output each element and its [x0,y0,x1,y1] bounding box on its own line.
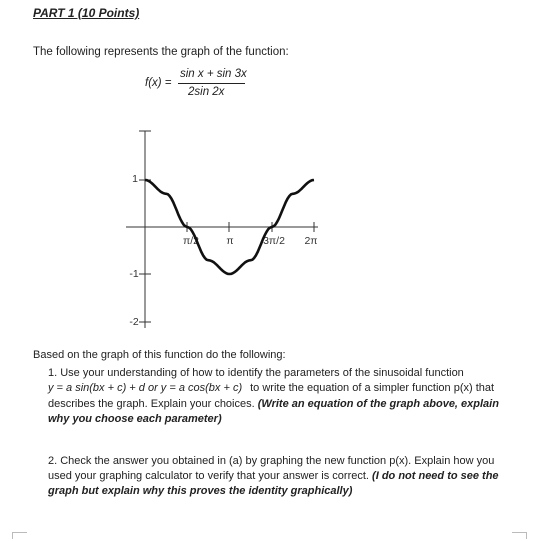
x-tick-pi-half: π/2 [182,235,200,247]
question-1-formula [48,381,510,396]
question-2 [48,454,510,499]
question-1-text: 1. Use your understanding of how to identify the parameters of the sinusoidal function [48,367,464,379]
x-tick-2pi: 2π [304,235,318,247]
x-tick-pi: π [226,235,234,247]
instructions-prompt: Based on the graph of this function do the following: [33,349,286,361]
part-title: PART 1 (10 Points) [33,6,140,20]
page-corner-right [512,532,527,539]
x-tick-3pi-half: 3π/2 [263,235,285,247]
formula-lhs: f(x) = [145,77,172,89]
formula-denominator: 2sin 2x [188,86,225,98]
question-1-formula-tail: to write the equation of a simpler function p(x) that [250,382,495,394]
y-tick-neg2: -2 [129,316,139,328]
intro-text: The following represents the graph of the function: [33,46,289,58]
sinusoid-formula: y = a sin(bx + c) + d or y = a cos(bx + c) [48,382,243,394]
question-1-plain: describes the graph. Explain your choices. [48,398,258,410]
question-1-emphasis: (Write an equation of the graph above, explain why you choose each parameter) [48,398,499,425]
y-tick-1: 1 [132,173,138,185]
page-corner-left [12,532,27,539]
formula-numerator: sin x + sin 3x [180,68,247,80]
question-2-plain: 2. Check the answer you obtained in (a) by graphing the new function p(x). Explain how you used your graphing calculator to verify that your answer is correct. [48,455,495,482]
question-2-emphasis: (I do not need to see the graph but explain why this proves the identity graphically) [48,470,499,497]
question-1-continued [48,397,510,427]
y-tick-neg1: -1 [129,268,139,280]
